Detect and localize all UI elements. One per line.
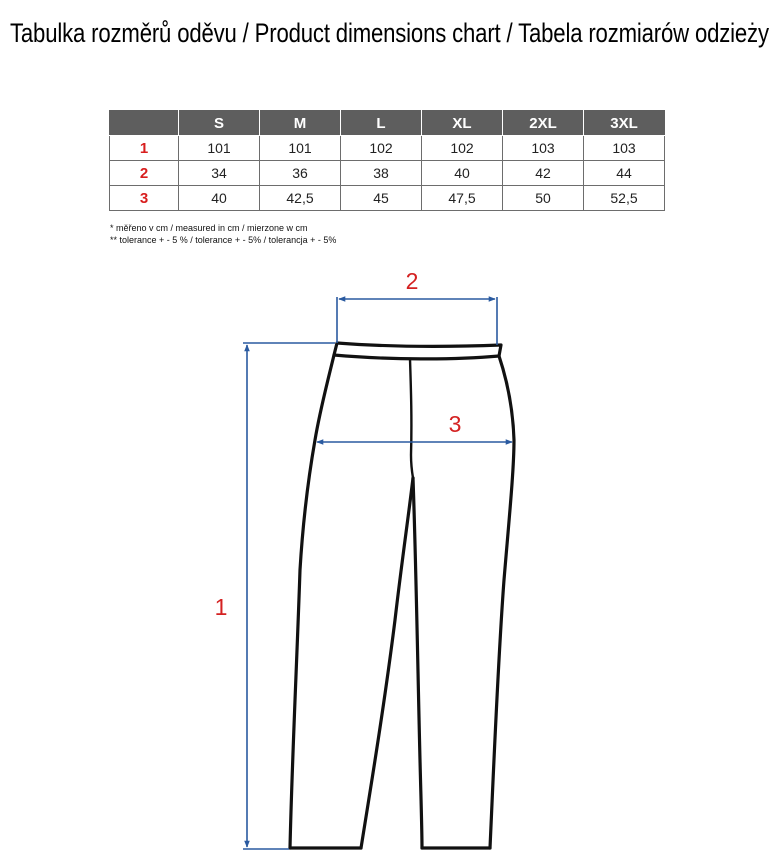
waistband bbox=[334, 343, 501, 359]
table-cell: 102 bbox=[422, 136, 503, 161]
table-cell: 101 bbox=[260, 136, 341, 161]
measurement-lines bbox=[243, 297, 512, 849]
row-label: 1 bbox=[110, 136, 179, 161]
length-label: 1 bbox=[214, 594, 228, 620]
row-label: 2 bbox=[110, 161, 179, 186]
tolerance-note: ** tolerance + - 5 % / tolerance + - 5% / tolerancja + - 5% bbox=[110, 235, 337, 245]
center-seam bbox=[410, 359, 413, 478]
table-cell: 42,5 bbox=[260, 186, 341, 211]
table-cell: 45 bbox=[341, 186, 422, 211]
table-cell: 103 bbox=[584, 136, 665, 161]
table-cell: 40 bbox=[422, 161, 503, 186]
table-cell: 36 bbox=[260, 161, 341, 186]
left-leg-outline bbox=[290, 355, 334, 848]
hip-label: 3 bbox=[448, 411, 462, 437]
measurement-note: * měřeno v cm / measured in cm / mierzone w cm bbox=[110, 223, 308, 233]
table-cell: 34 bbox=[179, 161, 260, 186]
size-header-2xl: 2XL bbox=[503, 111, 584, 136]
table-cell: 44 bbox=[584, 161, 665, 186]
right-inseam bbox=[413, 478, 422, 848]
left-inseam bbox=[361, 478, 413, 848]
table-cell: 50 bbox=[503, 186, 584, 211]
table-cell: 42 bbox=[503, 161, 584, 186]
size-header-3xl: 3XL bbox=[584, 111, 665, 136]
size-header-m: M bbox=[260, 111, 341, 136]
table-cell: 47,5 bbox=[422, 186, 503, 211]
row-label: 3 bbox=[110, 186, 179, 211]
table-cell: 52,5 bbox=[584, 186, 665, 211]
right-leg-outline bbox=[490, 356, 514, 848]
size-header-s: S bbox=[179, 111, 260, 136]
table-cell: 40 bbox=[179, 186, 260, 211]
table-cell: 102 bbox=[341, 136, 422, 161]
size-header-l: L bbox=[341, 111, 422, 136]
waist-label: 2 bbox=[405, 268, 419, 294]
trousers-outline bbox=[290, 343, 514, 848]
table-cell: 101 bbox=[179, 136, 260, 161]
size-header-xl: XL bbox=[422, 111, 503, 136]
table-cell: 38 bbox=[341, 161, 422, 186]
page-title: Tabulka rozměrů oděvu / Product dimensions chart / Tabela rozmiarów odzieży bbox=[10, 18, 769, 48]
table-cell: 103 bbox=[503, 136, 584, 161]
